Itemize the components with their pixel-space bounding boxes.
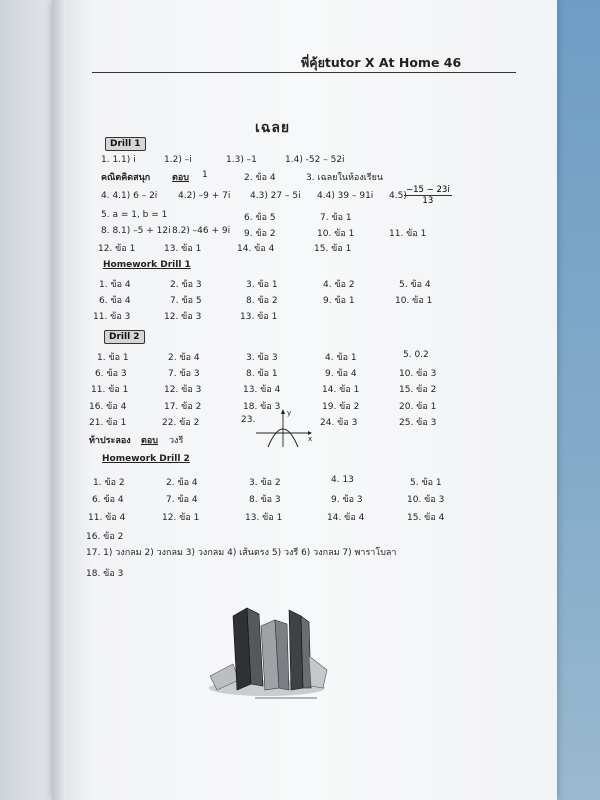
answer-item: 14. ข้อ 4 bbox=[327, 513, 365, 523]
answer-item: 10. ข้อ 3 bbox=[407, 495, 445, 505]
answer-item: 3. ข้อ 2 bbox=[249, 478, 281, 488]
answer-item: 1.2) –i bbox=[164, 155, 192, 165]
answer-item: 8. ข้อ 2 bbox=[246, 296, 278, 306]
header-rule bbox=[92, 72, 516, 73]
bookend-right bbox=[309, 656, 327, 688]
answer-item: 13. ข้อ 1 bbox=[240, 312, 278, 322]
answer-item: 10. ข้อ 3 bbox=[399, 369, 437, 379]
answer-item: 4.5) bbox=[389, 191, 407, 201]
answer-item: 15. ข้อ 4 bbox=[407, 513, 445, 523]
drill2-label: Drill 2 bbox=[104, 330, 145, 344]
answer-item: 7. ข้อ 4 bbox=[166, 495, 198, 505]
fraction-numerator: −15 − 23i bbox=[406, 185, 450, 195]
fraction-denominator: 13 bbox=[422, 196, 434, 206]
fun-math-label: คณิตคิดสนุก bbox=[101, 173, 151, 183]
answer-item: 1. ข้อ 4 bbox=[99, 280, 131, 290]
answer-item: 18. ข้อ 3 bbox=[243, 402, 281, 412]
answer-item: 12. ข้อ 1 bbox=[98, 244, 136, 254]
answer-item: 13. ข้อ 4 bbox=[243, 385, 281, 395]
answer-item: 2. ข้อ 4 bbox=[244, 173, 276, 183]
answer-item: 11. ข้อ 1 bbox=[389, 229, 427, 239]
answer-item: 5. ข้อ 4 bbox=[399, 280, 431, 290]
answer-item: 21. ข้อ 1 bbox=[89, 418, 127, 428]
answer-item: 4.4) 39 – 91i bbox=[317, 191, 374, 201]
answer-item: 22. ข้อ 2 bbox=[162, 418, 200, 428]
answer-item: 6. ข้อ 5 bbox=[244, 213, 276, 223]
answer-item: 12. ข้อ 3 bbox=[164, 385, 202, 395]
answer-item: 6. ข้อ 3 bbox=[95, 369, 127, 379]
answer-item: 8. ข้อ 3 bbox=[249, 495, 281, 505]
fraction bbox=[404, 185, 452, 206]
answer-item: 8. ข้อ 1 bbox=[246, 369, 278, 379]
answer-item: 9. ข้อ 4 bbox=[325, 369, 357, 379]
answer-item: 5. a = 1, b = 1 bbox=[101, 210, 168, 220]
homework1-label: Homework Drill 1 bbox=[103, 260, 191, 270]
answer-item: 14. ข้อ 1 bbox=[322, 385, 360, 395]
page-header: พี่คุ้ยtutor X At Home 46 bbox=[301, 55, 462, 70]
answer-item: 9. ข้อ 2 bbox=[244, 229, 276, 239]
answer-item: 10. ข้อ 1 bbox=[395, 296, 433, 306]
answer-item: 9. ข้อ 3 bbox=[331, 495, 363, 505]
answer-item: 3. ข้อ 3 bbox=[246, 353, 278, 363]
answer-item: 11. ข้อ 1 bbox=[91, 385, 129, 395]
answer-item: 2. ข้อ 4 bbox=[168, 353, 200, 363]
x-axis-label: x bbox=[308, 435, 313, 443]
answer-item: 7. ข้อ 3 bbox=[168, 369, 200, 379]
book-tall-spine bbox=[301, 616, 311, 688]
answer-item: 3. เฉลยในห้องเรียน bbox=[306, 173, 384, 183]
page-title: เฉลย bbox=[255, 120, 291, 136]
answer-item: 8. 8.1) –5 + 12i bbox=[101, 226, 171, 236]
answer-item: 6. ข้อ 4 bbox=[99, 296, 131, 306]
answer-item: 17. 1) วงกลม 2) วงกลม 3) วงกลม 4) เส้นตรง 5) วงรี 6) วงกลม 7) พาราโบลา bbox=[86, 548, 397, 558]
answer-item: 23. bbox=[241, 415, 256, 425]
answer-item: 5. ข้อ 1 bbox=[410, 478, 442, 488]
answer-item: 1. ข้อ 2 bbox=[93, 478, 125, 488]
answer-item: 4. ข้อ 1 bbox=[325, 353, 357, 363]
answer-item: 18. ข้อ 3 bbox=[86, 569, 124, 579]
answer-item: 9. ข้อ 1 bbox=[323, 296, 355, 306]
answer-item: วงรี bbox=[169, 436, 184, 446]
answer-item: 19. ข้อ 2 bbox=[322, 402, 360, 412]
answer-item: 2. ข้อ 4 bbox=[166, 478, 198, 488]
answer-item: 1. 1.1) i bbox=[101, 155, 136, 165]
answer-item: 11. ข้อ 4 bbox=[88, 513, 126, 523]
answer-item: 14. ข้อ 4 bbox=[237, 244, 275, 254]
drill1-label: Drill 1 bbox=[105, 137, 146, 151]
homework2-label: Homework Drill 2 bbox=[102, 454, 190, 464]
parabola-graph bbox=[254, 407, 314, 449]
answer-label: ตอบ bbox=[141, 436, 158, 446]
challenge-label: ท้าประลอง bbox=[89, 436, 131, 446]
y-axis-label: y bbox=[287, 409, 292, 417]
book-spine-shadow bbox=[52, 0, 66, 800]
answer-item: 15. ข้อ 1 bbox=[314, 244, 352, 254]
answer-item: 4. ข้อ 2 bbox=[323, 280, 355, 290]
y-axis-arrow bbox=[281, 409, 285, 414]
answer-item: 13. ข้อ 1 bbox=[164, 244, 202, 254]
answer-item: 4.3) 27 – 5i bbox=[250, 191, 301, 201]
answer-item: 1.3) –1 bbox=[226, 155, 257, 165]
answer-item: 8.2) –46 + 9i bbox=[172, 226, 231, 236]
answer-label: ตอบ bbox=[172, 173, 189, 183]
answer-item: 3. ข้อ 1 bbox=[246, 280, 278, 290]
answer-item: 20. ข้อ 1 bbox=[399, 402, 437, 412]
answer-item: 12. ข้อ 1 bbox=[162, 513, 200, 523]
answer-item: 4.2) –9 + 7i bbox=[178, 191, 231, 201]
answer-item: 15. ข้อ 2 bbox=[399, 385, 437, 395]
answer-item: 13. ข้อ 1 bbox=[245, 513, 283, 523]
books-illustration bbox=[205, 596, 335, 706]
answer-item: 24. ข้อ 3 bbox=[320, 418, 358, 428]
answer-item: 6. ข้อ 4 bbox=[92, 495, 124, 505]
answer-item: 1. ข้อ 1 bbox=[97, 353, 129, 363]
answer-item: 4. 4.1) 6 – 2i bbox=[101, 191, 158, 201]
answer-item: 17. ข้อ 2 bbox=[164, 402, 202, 412]
answer-item: 1 bbox=[202, 170, 208, 180]
answer-item: 7. ข้อ 5 bbox=[170, 296, 202, 306]
answer-item: 25. ข้อ 3 bbox=[399, 418, 437, 428]
answer-item: 5. 0.2 bbox=[403, 350, 429, 360]
answer-item: 2. ข้อ 3 bbox=[170, 280, 202, 290]
answer-item: 16. ข้อ 4 bbox=[89, 402, 127, 412]
answer-item: 11. ข้อ 3 bbox=[93, 312, 131, 322]
answer-item: 16. ข้อ 2 bbox=[86, 532, 124, 542]
answer-item: 7. ข้อ 1 bbox=[320, 213, 352, 223]
answer-item: 4. 13 bbox=[331, 475, 354, 485]
answer-item: 10. ข้อ 1 bbox=[317, 229, 355, 239]
answer-item: 1.4) -52 – 52i bbox=[285, 155, 345, 165]
answer-item: 12. ข้อ 3 bbox=[164, 312, 202, 322]
